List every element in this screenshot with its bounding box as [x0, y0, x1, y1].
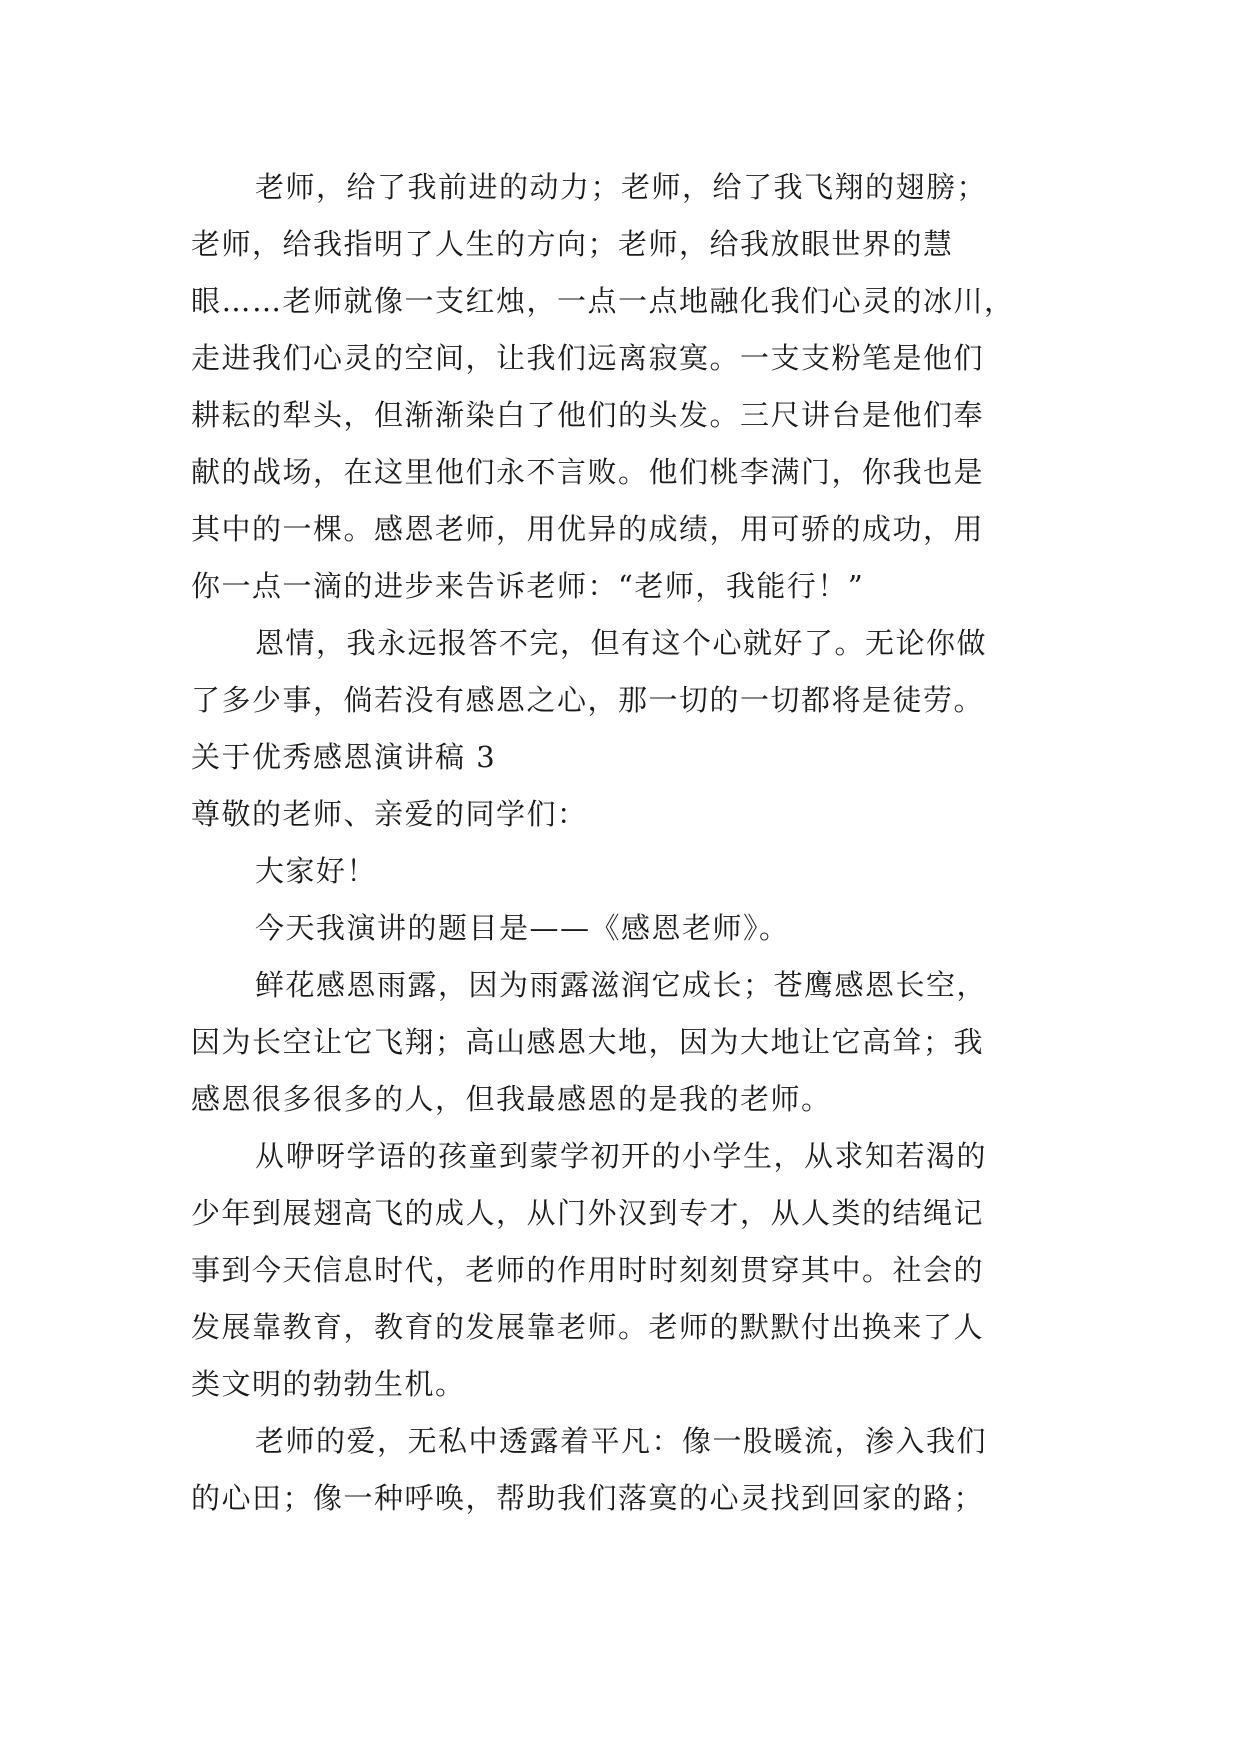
- text-line: 从咿呀学语的孩童到蒙学初开的小学生，从求知若渴的: [255, 1139, 988, 1173]
- text-line: 今天我演讲的题目是——《感恩老师》。: [255, 911, 790, 945]
- text-line: 老师，给了我前进的动力；老师，给了我飞翔的翅膀；: [255, 170, 988, 204]
- text-line: 的心田；像一种呼唤，帮助我们落寞的心灵找到回家的路；: [191, 1481, 985, 1515]
- text-line: 眼……老师就像一支红烛，一点一点地融化我们心灵的冰川，: [191, 284, 1015, 318]
- text-line: 事到今天信息时代，老师的作用时时刻刻贯穿其中。社会的: [191, 1253, 985, 1287]
- text-line: 少年到展翅高飞的成人，从门外汉到专才，从人类的结绳记: [191, 1196, 985, 1230]
- text-line: 发展靠教育，教育的发展靠老师。老师的默默付出换来了人: [191, 1310, 985, 1344]
- text-line: 老师，给我指明了人生的方向；老师，给我放眼世界的慧: [191, 227, 954, 261]
- text-line: 恩情，我永远报答不完，但有这个心就好了。无论你做: [255, 626, 988, 660]
- text-line: 感恩很多很多的人，但我最感恩的是我的老师。: [191, 1082, 832, 1116]
- text-line: 献的战场，在这里他们永不言败。他们桃李满门，你我也是: [191, 455, 985, 489]
- text-line: 其中的一棵。感恩老师，用优异的成绩，用可骄的成功，用: [191, 512, 985, 546]
- text-line: 老师的爱，无私中透露着平凡：像一股暖流，渗入我们: [255, 1424, 988, 1458]
- greeting: 大家好！: [255, 854, 378, 888]
- text-line: 因为长空让它飞翔；高山感恩大地，因为大地让它高耸；我: [191, 1025, 985, 1059]
- text-line: 耕耘的犁头，但渐渐染白了他们的头发。三尺讲台是他们奉: [191, 398, 985, 432]
- text-line: 了多少事，倘若没有感恩之心，那一切的一切都将是徒劳。: [191, 683, 985, 717]
- text-line: 你一点一滴的进步来告诉老师：“老师，我能行！”: [191, 569, 865, 603]
- text-line: 鲜花感恩雨露，因为雨露滋润它成长；苍鹰感恩长空，: [255, 968, 988, 1002]
- section-heading: 关于优秀感恩演讲稿 3: [191, 740, 497, 774]
- salutation: 尊敬的老师、亲爱的同学们：: [191, 797, 588, 831]
- text-line: 类文明的勃勃生机。: [191, 1367, 466, 1401]
- text-line: 走进我们心灵的空间，让我们远离寂寞。一支支粉笔是他们: [191, 341, 985, 375]
